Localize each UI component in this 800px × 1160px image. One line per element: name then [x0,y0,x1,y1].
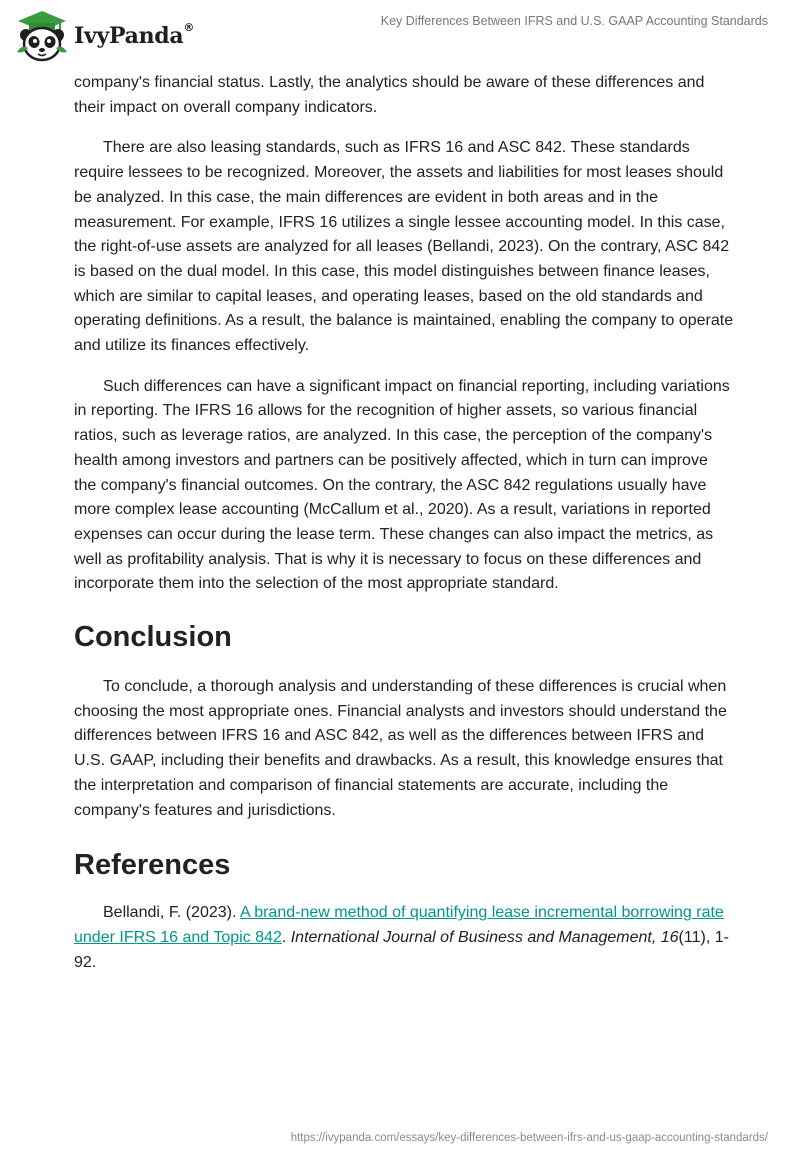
reference-journal: International Journal of Business and Management, 16 [290,928,679,946]
paragraph-continuation: company's financial status. Lastly, the analytics should be aware of these differences and their impact on overall company indicators. [74,74,705,116]
page-header [0,0,800,70]
conclusion-heading: Conclusion [74,621,232,654]
reference-separator: . [281,928,291,946]
reference-entry [74,901,734,975]
brand-name [74,23,194,49]
paragraph-reporting-impact: Such differences can have a significant impact on financial reporting, including variations in reporting. The IFRS 16 allows for the recognition of higher assets, so various financial ratios, such as leverage ratios, are analyzed. In this case, the perception of the company's health among investors and partners can be positively affected, which in turn can improve the company's financial outcomes. On the contrary, the ASC 842 regulations usually have more complex lease accounting (McCallum et al., 2020). As a result, variations in reported expenses can occur during the lease term. These changes can also impact the metrics, as well as profitability analysis. That is why it is necessary to focus on these differences and incorporate them into the selection of the most appropriate standard. [74,377,730,593]
panda-graduation-cap-icon [14,8,70,64]
references-heading: References [74,849,231,882]
registered-mark: ® [183,21,195,34]
essay-body [74,71,734,975]
running-title: Key Differences Between IFRS and U.S. GAAP Accounting Standards [380,14,768,28]
footer-source-url[interactable]: https://ivypanda.com/essays/key-differences-between-ifrs-and-us-gaap-accounting-standards/ [290,1132,768,1144]
conclusion-paragraph: To conclude, a thorough analysis and understanding of these differences is crucial when choosing the most appropriate ones. Financial analysts and investors should understand the differences between IFRS 16 and ASC 842, as well as the differences between IFRS and U.S. GAAP, including their benefits and drawbacks. As a result, this knowledge ensures that the interpretation and comparison of financial statements are accurate, including the company's features and jurisdictions. [74,678,727,819]
paragraph-leasing-standards: There are also leasing standards, such as IFRS 16 and ASC 842. These standards require lessees to be recognized. Moreover, the assets and liabilities for most leases should be analyzed. In this case, the main differences are evident in both areas and in the measurement. For example, IFRS 16 utilizes a single lessee accounting model. In this case, the right-of-use assets are analyzed for all leases (Bellandi, 2023). On the contrary, ASC 842 is based on the dual model. In this case, this model distinguishes between finance leases, which are similar to capital leases, and operating leases, based on the old standards and operating definitions. As a result, the balance is maintained, enabling the company to operate and utilize its finances effectively. [74,139,734,355]
reference-title-link[interactable]: A brand-new method of quantifying lease incremental borrowing rate under IFRS 16 and Topic 842 [74,904,724,946]
reference-issue-pages: (11), 1-92. [74,928,729,971]
brand-wordmark: IvyPanda [74,23,184,49]
reference-author-year: Bellandi, F. (2023). [103,904,240,922]
ivypanda-logo[interactable] [14,8,194,64]
